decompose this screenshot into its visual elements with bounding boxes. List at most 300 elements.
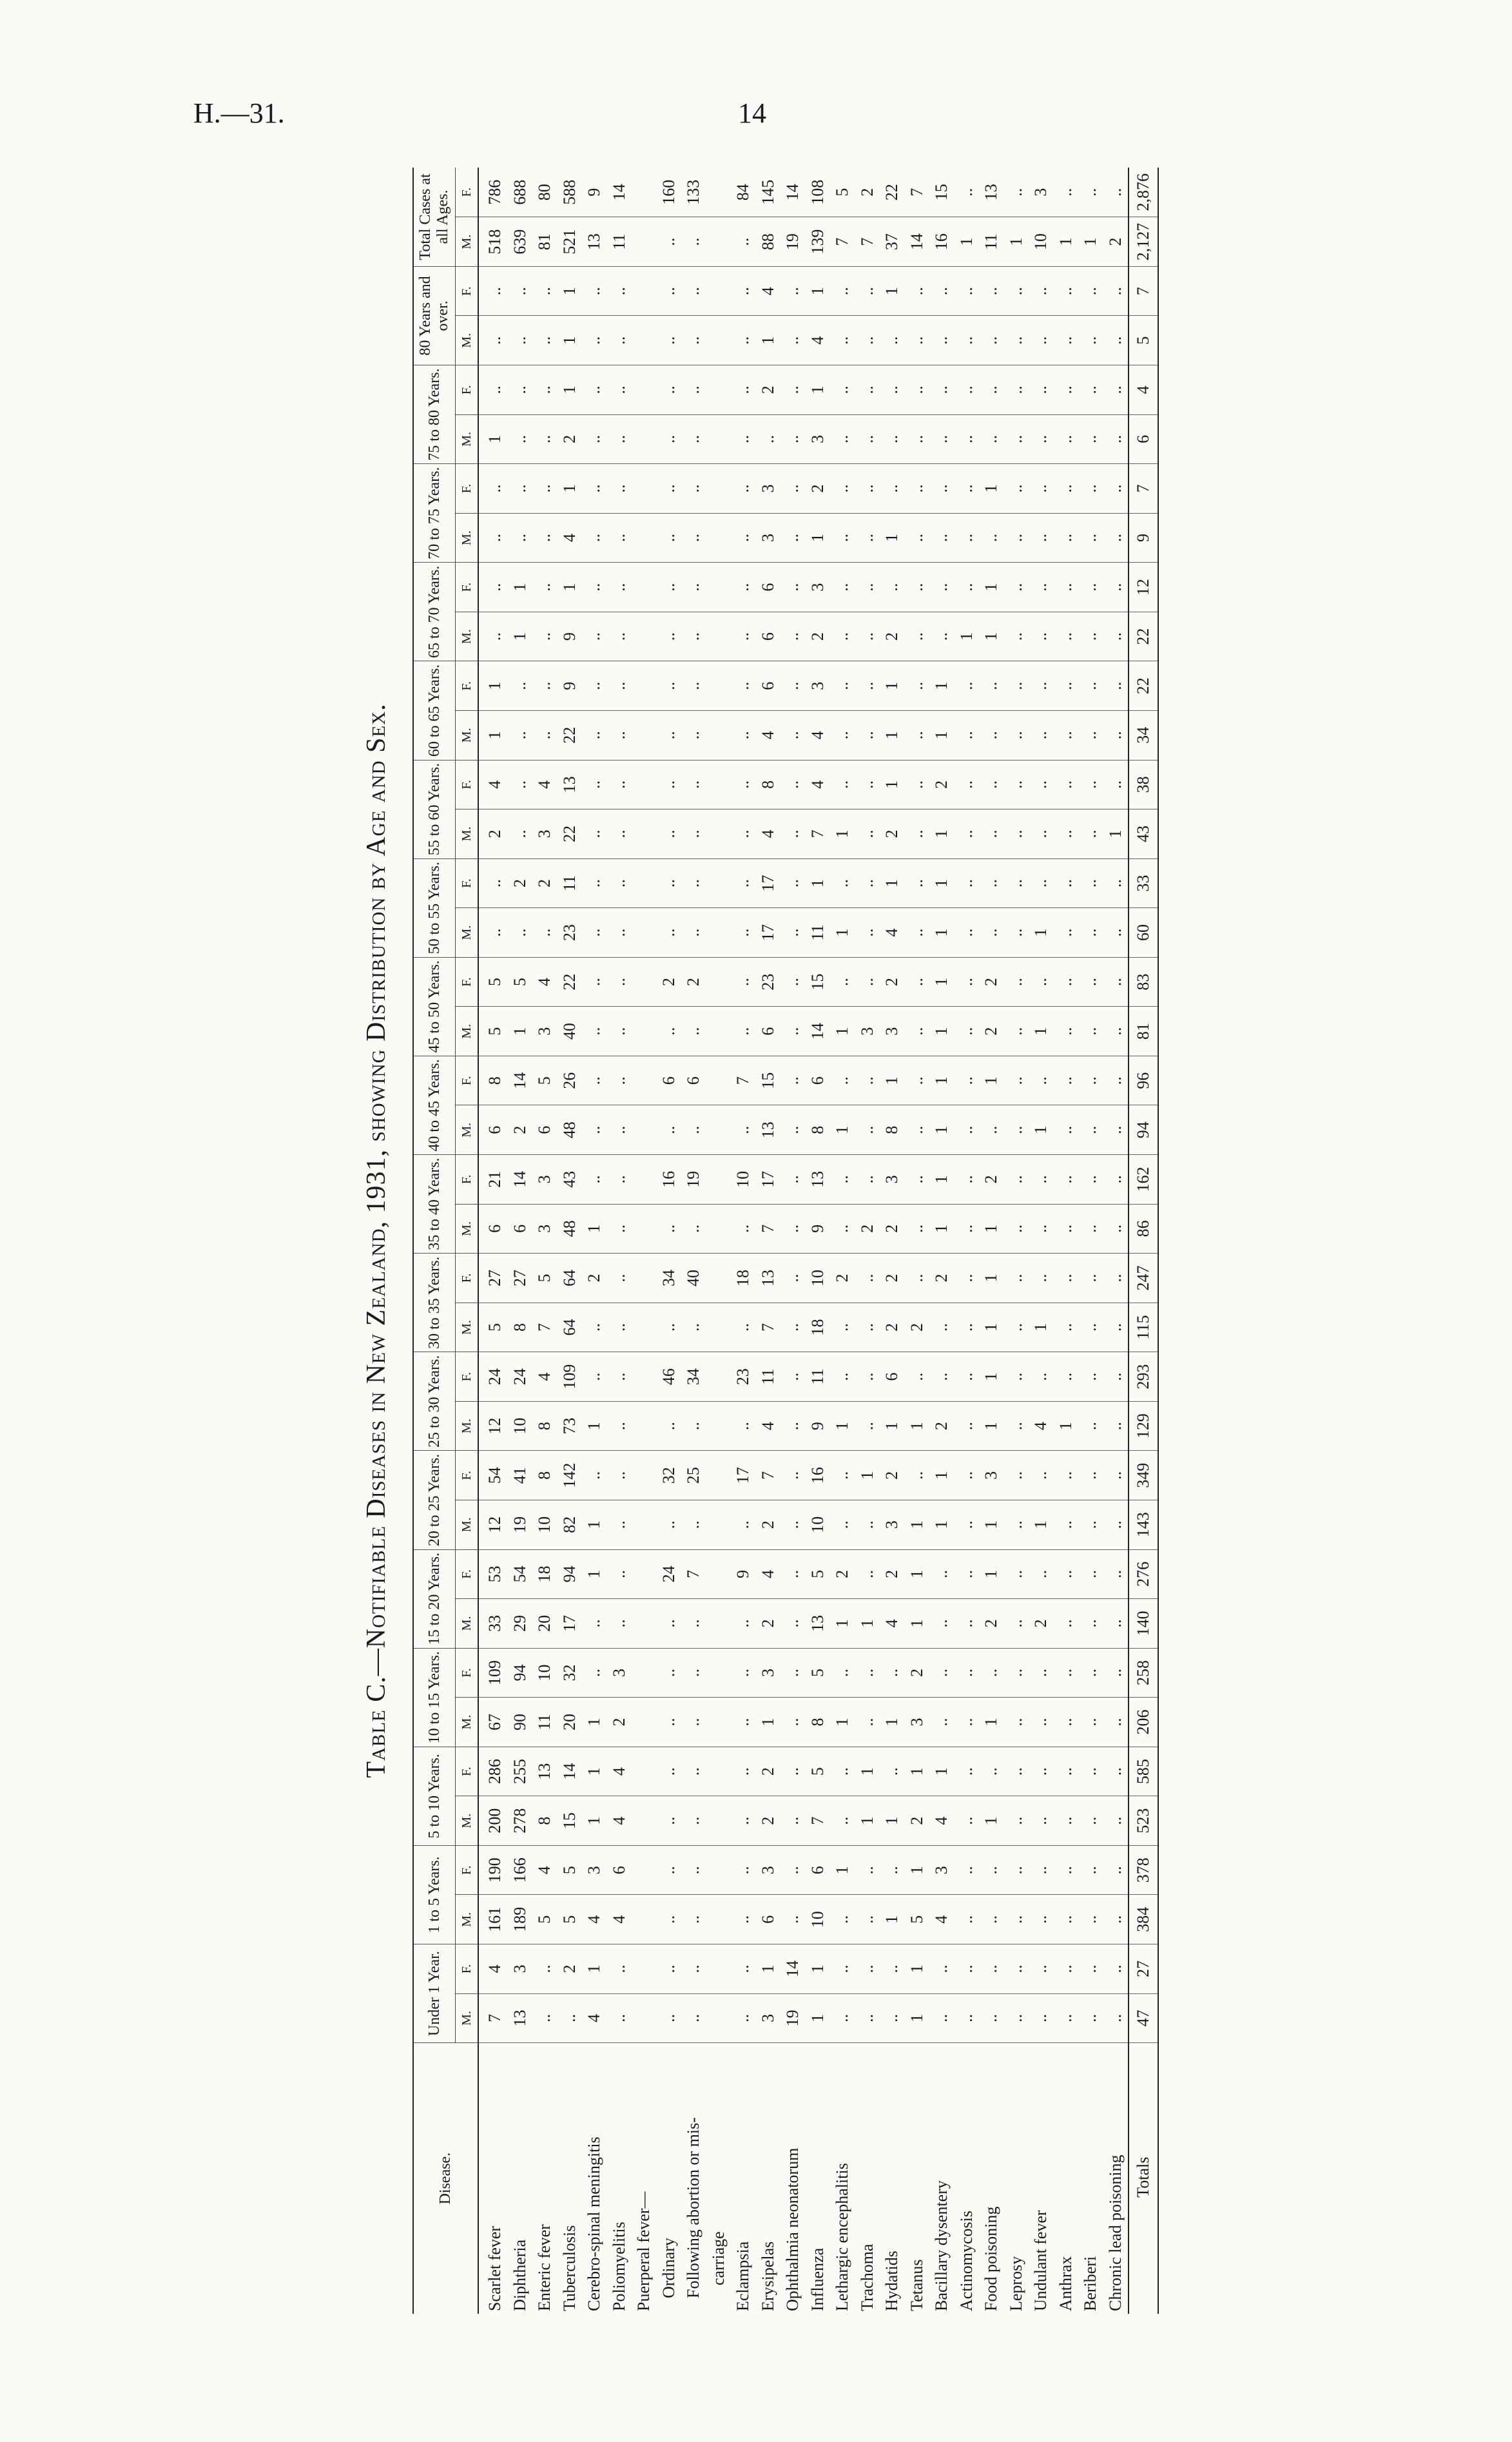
table-cell: ..: [780, 1056, 806, 1105]
table-cell: 84: [731, 168, 756, 217]
table-cell: ..: [855, 1155, 880, 1205]
table-cell: ..: [582, 1056, 607, 1105]
table-cell: ..: [955, 1401, 980, 1451]
table-cell: 109: [478, 1648, 508, 1698]
table-row: [955, 168, 980, 2314]
table-cell: ..: [731, 612, 756, 661]
table-cell: ..: [1004, 1845, 1029, 1895]
table-cell: ..: [756, 414, 781, 464]
table-cell: [706, 1451, 732, 1500]
table-cell: ..: [1103, 168, 1129, 217]
table-cell: 11: [607, 217, 632, 267]
table-cell: ..: [780, 1007, 806, 1056]
table-cell: 82: [557, 1500, 583, 1550]
table-cell: ..: [1004, 1698, 1029, 1747]
table-cell: ..: [979, 365, 1004, 415]
table-cell: ..: [1004, 1303, 1029, 1352]
table-cell: 7: [855, 217, 880, 267]
table-cell: ..: [657, 1845, 682, 1895]
table-row: [478, 168, 508, 2314]
table-row: [780, 168, 806, 2314]
sex-female-header: F.: [456, 858, 479, 908]
table-cell: ..: [955, 1105, 980, 1155]
table-cell: ..: [1054, 1796, 1079, 1846]
table-cell: 1: [508, 612, 533, 661]
table-cell: 3: [905, 1698, 930, 1747]
table-cell: ..: [830, 711, 855, 761]
table-cell: 29: [508, 1599, 533, 1649]
table-cell: ..: [1103, 1056, 1129, 1105]
table-cell: 2: [880, 1254, 905, 1303]
table-cell: ..: [830, 1747, 855, 1796]
table-cell: 6: [880, 1352, 905, 1402]
table-cell: 88: [756, 217, 781, 267]
table-cell: ..: [1004, 858, 1029, 908]
table-cell: ..: [532, 464, 557, 514]
table-cell: 64: [557, 1303, 583, 1352]
table-cell: ..: [979, 1944, 1004, 1994]
table-cell: ..: [607, 1303, 632, 1352]
table-cell: 14: [780, 1944, 806, 1994]
table-cell: ..: [731, 1944, 756, 1994]
table-cell: 18: [806, 1303, 831, 1352]
table-cell: 19: [508, 1500, 533, 1550]
table-cell: 10: [806, 1500, 831, 1550]
table-cell: ..: [905, 1155, 930, 1205]
table-cell: ..: [681, 1007, 706, 1056]
table-cell: ..: [780, 365, 806, 415]
table-cell: 2: [880, 1204, 905, 1254]
table-cell: 1: [880, 711, 905, 761]
table-cell: ..: [681, 661, 706, 711]
table-cell: ..: [880, 464, 905, 514]
table-cell: 1: [582, 1401, 607, 1451]
table-cell: ..: [905, 760, 930, 809]
table-cell: 3: [532, 1204, 557, 1254]
table-cell: [706, 563, 732, 612]
totals-label: Totals: [1129, 2043, 1158, 2314]
table-cell: ..: [1103, 1599, 1129, 1649]
table-cell: 161: [478, 1895, 508, 1944]
table-cell: [632, 414, 657, 464]
table-cell: ..: [1054, 1303, 1079, 1352]
table-cell: 2: [756, 1796, 781, 1846]
table-cell: 1: [830, 1401, 855, 1451]
table-cell: 4: [607, 1895, 632, 1944]
table-cell: 4: [929, 1796, 955, 1846]
totals-cell: 247: [1129, 1254, 1158, 1303]
table-cell: ..: [532, 612, 557, 661]
table-cell: ..: [1078, 1007, 1103, 1056]
table-cell: 9: [557, 661, 583, 711]
table-cell: ..: [657, 1204, 682, 1254]
table-row: [905, 168, 930, 2314]
disease-name: Ophthalmia neonatorum: [783, 2147, 802, 2311]
table-cell: ..: [1078, 760, 1103, 809]
table-cell: 4: [557, 513, 583, 563]
table-cell: ..: [905, 1254, 930, 1303]
totals-cell: 6: [1129, 414, 1158, 464]
table-cell: ..: [905, 612, 930, 661]
table-cell: [632, 1451, 657, 1500]
table-cell: ..: [855, 1944, 880, 1994]
table-cell: ..: [1029, 1944, 1054, 1994]
table-cell: ..: [929, 563, 955, 612]
sex-male-header: M.: [456, 908, 479, 958]
totals-cell: 276: [1129, 1549, 1158, 1599]
table-cell: 80: [532, 168, 557, 217]
table-cell: [632, 1007, 657, 1056]
table-cell: ..: [731, 661, 756, 711]
totals-cell: 349: [1129, 1451, 1158, 1500]
table-cell: 1: [557, 464, 583, 514]
table-cell: ..: [1004, 414, 1029, 464]
sex-female-header: F.: [456, 661, 479, 711]
table-cell: ..: [1054, 1451, 1079, 1500]
table-cell: ..: [855, 1401, 880, 1451]
table-cell: ..: [607, 1401, 632, 1451]
table-cell: 3: [756, 513, 781, 563]
table-cell: ..: [1103, 1105, 1129, 1155]
totals-cell: 27: [1129, 1944, 1158, 1994]
table-cell: 6: [806, 1056, 831, 1105]
table-cell: ..: [979, 1993, 1004, 2043]
table-cell: 1: [1078, 217, 1103, 267]
age-group-header: 20 to 25 Years.: [413, 1451, 456, 1549]
table-cell: [706, 217, 732, 267]
table-cell: ..: [731, 1401, 756, 1451]
table-cell: ..: [955, 1549, 980, 1599]
totals-cell: 81: [1129, 1007, 1158, 1056]
table-cell: 8: [508, 1303, 533, 1352]
table-cell: 1: [929, 1105, 955, 1155]
table-cell: ..: [1078, 513, 1103, 563]
disease-name: Eclampsia: [733, 2241, 752, 2311]
disease-name: Scarlet fever: [485, 2225, 504, 2311]
table-cell: 9: [731, 1549, 756, 1599]
table-cell: ..: [955, 1895, 980, 1944]
table-cell: [632, 168, 657, 217]
table-cell: [632, 513, 657, 563]
table-cell: ..: [1078, 1401, 1103, 1451]
table-cell: 5: [478, 957, 508, 1007]
table-cell: ..: [855, 1648, 880, 1698]
table-cell: 2: [478, 809, 508, 859]
table-cell: ..: [478, 563, 508, 612]
table-cell: 139: [806, 217, 831, 267]
table-cell: ..: [905, 1204, 930, 1254]
sex-male-header: M.: [456, 1007, 479, 1056]
table-cell: 4: [756, 1401, 781, 1451]
table-cell: ..: [532, 513, 557, 563]
table-cell: ..: [1103, 711, 1129, 761]
table-cell: [632, 316, 657, 365]
table-cell: ..: [929, 612, 955, 661]
table-cell: 7: [756, 1451, 781, 1500]
table-cell: [632, 1895, 657, 1944]
table-cell: 1: [582, 1204, 607, 1254]
table-row: [929, 168, 955, 2314]
table-cell: ..: [830, 464, 855, 514]
table-cell: ..: [731, 1204, 756, 1254]
table-cell: ..: [657, 1303, 682, 1352]
table-cell: 160: [657, 168, 682, 217]
table-cell: 2: [855, 1204, 880, 1254]
table-cell: 3: [532, 809, 557, 859]
table-cell: [632, 1993, 657, 2043]
table-cell: ..: [1004, 1500, 1029, 1550]
table-cell: ..: [657, 1401, 682, 1451]
table-cell: ..: [681, 1796, 706, 1846]
sex-female-header: F.: [456, 1352, 479, 1402]
table-cell: ..: [731, 217, 756, 267]
table-cell: ..: [681, 414, 706, 464]
disease-column-header: Disease.: [413, 2043, 478, 2314]
table-cell: ..: [582, 612, 607, 661]
table-cell: 3: [756, 1648, 781, 1698]
table-cell: ..: [731, 1747, 756, 1796]
table-cell: 10: [532, 1500, 557, 1550]
table-cell: 1: [756, 1698, 781, 1747]
table-cell: ..: [1103, 464, 1129, 514]
table-row: [508, 168, 533, 2314]
table-cell: 1: [855, 1747, 880, 1796]
table-cell: ..: [1004, 1007, 1029, 1056]
table-cell: ..: [607, 1352, 632, 1402]
table-cell: ..: [855, 809, 880, 859]
table-cell: [632, 365, 657, 415]
table-cell: ..: [1054, 1698, 1079, 1747]
table-cell: 1: [929, 1204, 955, 1254]
table-cell: ..: [979, 908, 1004, 958]
table-cell: 22: [557, 957, 583, 1007]
table-cell: 521: [557, 217, 583, 267]
age-group-header: 5 to 10 Years.: [413, 1747, 456, 1845]
table-cell: 15: [557, 1796, 583, 1846]
age-group-header: 45 to 50 Years.: [413, 957, 456, 1056]
table-cell: ..: [1004, 1648, 1029, 1698]
table-cell: ..: [607, 414, 632, 464]
table-cell: ..: [880, 1648, 905, 1698]
table-cell: [706, 1796, 732, 1846]
table-cell: ..: [905, 266, 930, 316]
table-cell: ..: [1004, 464, 1029, 514]
table-cell: [632, 908, 657, 958]
table-cell: 17: [756, 908, 781, 958]
table-cell: 10: [806, 1254, 831, 1303]
table-cell: [706, 1549, 732, 1599]
table-cell: ..: [657, 760, 682, 809]
table-cell: ..: [1103, 1698, 1129, 1747]
table-cell: 9: [557, 612, 583, 661]
table-cell: ..: [830, 1056, 855, 1105]
table-cell: ..: [955, 1747, 980, 1796]
table-cell: 14: [780, 168, 806, 217]
disease-name: Actinomycosis: [956, 2211, 976, 2311]
table-cell: 1: [905, 1401, 930, 1451]
table-cell: ..: [607, 858, 632, 908]
table-cell: 3: [806, 563, 831, 612]
table-cell: 73: [557, 1401, 583, 1451]
table-cell: ..: [830, 365, 855, 415]
table-cell: 1: [979, 1500, 1004, 1550]
table-cell: 1: [905, 1944, 930, 1994]
table-row: [806, 168, 831, 2314]
table-cell: ..: [657, 464, 682, 514]
table-cell: [632, 1599, 657, 1649]
table-cell: 13: [979, 168, 1004, 217]
table-cell: 10: [1029, 217, 1054, 267]
table-cell: ..: [1029, 760, 1054, 809]
table-cell: 4: [607, 1747, 632, 1796]
table-cell: ..: [1029, 809, 1054, 859]
table-cell: ..: [1078, 1303, 1103, 1352]
table-cell: ..: [905, 1451, 930, 1500]
totals-cell: 2,127: [1129, 217, 1158, 267]
table-cell: ..: [582, 365, 607, 415]
table-cell: ..: [1054, 1993, 1079, 2043]
table-cell: ..: [1004, 1352, 1029, 1402]
table-cell: 22: [557, 809, 583, 859]
table-cell: 1: [1029, 1500, 1054, 1550]
table-cell: ..: [830, 1944, 855, 1994]
table-cell: ..: [607, 1451, 632, 1500]
table-cell: 1: [478, 711, 508, 761]
table-cell: ..: [880, 1747, 905, 1796]
table-cell: ..: [1103, 1352, 1129, 1402]
table-cell: ..: [607, 513, 632, 563]
page-number: 14: [738, 97, 766, 129]
table-cell: 6: [681, 1056, 706, 1105]
table-cell: ..: [855, 464, 880, 514]
table-cell: ..: [731, 1105, 756, 1155]
table-cell: 1: [880, 858, 905, 908]
table-cell: ..: [1078, 1599, 1103, 1649]
table-cell: ..: [681, 563, 706, 612]
table-cell: ..: [1004, 1155, 1029, 1205]
table-cell: ..: [657, 1993, 682, 2043]
table-cell: ..: [508, 414, 533, 464]
table-cell: ..: [929, 1944, 955, 1994]
table-cell: 1: [979, 1549, 1004, 1599]
table-cell: [632, 1500, 657, 1550]
sex-male-header: M.: [456, 217, 479, 267]
table-row: [632, 168, 657, 2314]
table-row: [557, 168, 583, 2314]
table-cell: ..: [1004, 1204, 1029, 1254]
table-cell: [706, 1698, 732, 1747]
table-cell: 5: [532, 1056, 557, 1105]
table-cell: ..: [607, 1105, 632, 1155]
table-cell: ..: [1004, 168, 1029, 217]
totals-cell: 258: [1129, 1648, 1158, 1698]
table-cell: ..: [929, 1352, 955, 1402]
table-cell: ..: [1054, 760, 1079, 809]
table-row: [657, 168, 682, 2314]
table-cell: ..: [607, 1155, 632, 1205]
table-cell: 2: [979, 1599, 1004, 1649]
table-cell: 7: [905, 168, 930, 217]
table-cell: ..: [1054, 168, 1079, 217]
table-cell: ..: [607, 1549, 632, 1599]
table-cell: [706, 316, 732, 365]
table-cell: ..: [1103, 760, 1129, 809]
table-row: [880, 168, 905, 2314]
sex-male-header: M.: [456, 612, 479, 661]
table-cell: 12: [478, 1500, 508, 1550]
table-cell: ..: [731, 1796, 756, 1846]
sex-female-header: F.: [456, 1648, 479, 1698]
table-cell: ..: [1054, 858, 1079, 908]
table-cell: 1: [929, 711, 955, 761]
table-cell: ..: [657, 1747, 682, 1796]
table-cell: 46: [657, 1352, 682, 1402]
table-cell: ..: [1054, 1500, 1079, 1550]
table-cell: [632, 1648, 657, 1698]
table-cell: ..: [478, 316, 508, 365]
table-cell: ..: [657, 711, 682, 761]
table-cell: ..: [607, 1254, 632, 1303]
table-cell: ..: [731, 1895, 756, 1944]
table-cell: ..: [1103, 1007, 1129, 1056]
table-cell: 40: [681, 1254, 706, 1303]
table-cell: 1: [582, 1698, 607, 1747]
table-cell: ..: [955, 1944, 980, 1994]
table-cell: ..: [607, 612, 632, 661]
table-cell: ..: [1029, 414, 1054, 464]
disease-name: carriage: [708, 2231, 728, 2285]
table-cell: 1: [880, 1401, 905, 1451]
table-cell: ..: [607, 661, 632, 711]
table-cell: ..: [681, 266, 706, 316]
table-cell: 1: [557, 316, 583, 365]
table-cell: 4: [532, 1845, 557, 1895]
table-cell: 13: [806, 1155, 831, 1205]
table-cell: 1: [880, 1056, 905, 1105]
table-cell: 2: [508, 1105, 533, 1155]
table-cell: ..: [780, 711, 806, 761]
table-cell: 1: [929, 858, 955, 908]
table-cell: ..: [780, 760, 806, 809]
table-cell: ..: [657, 217, 682, 267]
table-cell: ..: [979, 1105, 1004, 1155]
table-cell: [706, 760, 732, 809]
sex-female-header: F.: [456, 365, 479, 415]
totals-cell: 5: [1129, 316, 1158, 365]
table-cell: [632, 661, 657, 711]
table-cell: 1: [582, 1500, 607, 1550]
table-cell: ..: [780, 1303, 806, 1352]
table-cell: 13: [582, 217, 607, 267]
table-cell: 13: [756, 1105, 781, 1155]
table-cell: ..: [979, 1845, 1004, 1895]
table-row: [855, 168, 880, 2314]
table-cell: 4: [607, 1796, 632, 1846]
table-cell: 6: [532, 1105, 557, 1155]
table-cell: 1: [929, 1056, 955, 1105]
table-cell: ..: [731, 414, 756, 464]
disease-name: Lethargic encephalitis: [833, 2163, 851, 2311]
table-cell: ..: [1103, 1648, 1129, 1698]
table-cell: 4: [929, 1895, 955, 1944]
table-cell: 1: [979, 612, 1004, 661]
table-cell: ..: [1078, 1698, 1103, 1747]
table-cell: ..: [979, 266, 1004, 316]
table-cell: ..: [508, 266, 533, 316]
table-cell: [632, 809, 657, 859]
table-cell: ..: [582, 266, 607, 316]
totals-cell: 60: [1129, 908, 1158, 958]
